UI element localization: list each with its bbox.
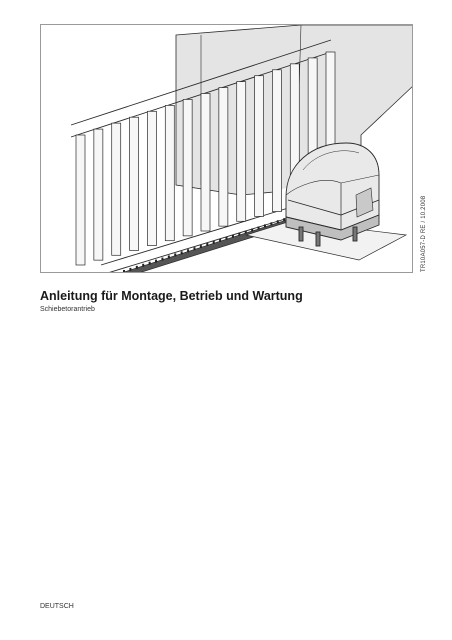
rack-tooth bbox=[258, 226, 260, 229]
rack-tooth bbox=[238, 233, 240, 236]
gate-bar bbox=[255, 76, 264, 217]
rack-tooth bbox=[168, 255, 170, 258]
page-title: Anleitung für Montage, Betrieb und Wartung bbox=[40, 289, 303, 303]
rack-tooth bbox=[193, 247, 195, 250]
rack-tooth bbox=[129, 268, 131, 271]
gate-bar bbox=[147, 111, 156, 245]
rack-tooth bbox=[200, 245, 202, 248]
rack-tooth bbox=[149, 262, 151, 265]
gate-bar bbox=[165, 105, 174, 240]
rack-tooth bbox=[277, 220, 279, 223]
rack-tooth bbox=[264, 224, 266, 227]
rack-tooth bbox=[142, 264, 144, 267]
rack-tooth bbox=[123, 270, 125, 273]
rack-tooth bbox=[174, 253, 176, 256]
gate-bar bbox=[237, 82, 246, 222]
gate-bar bbox=[130, 117, 139, 250]
rack-tooth bbox=[155, 260, 157, 263]
rack-tooth bbox=[219, 239, 221, 242]
gate-bar bbox=[219, 88, 228, 227]
rack-tooth bbox=[245, 231, 247, 234]
page-subtitle: Schiebetorantrieb bbox=[40, 306, 95, 313]
gate-bar bbox=[272, 70, 281, 212]
rack-tooth bbox=[283, 218, 285, 221]
sliding-gate-operator-icon bbox=[41, 25, 413, 273]
rack-tooth bbox=[226, 237, 228, 240]
gate-bar bbox=[94, 129, 103, 260]
gate-bar bbox=[183, 99, 192, 235]
gate-bar bbox=[76, 135, 85, 265]
rack-tooth bbox=[213, 241, 215, 244]
gate-operator-illustration bbox=[40, 24, 413, 273]
gate-bar bbox=[201, 94, 210, 232]
rack-tooth bbox=[251, 229, 253, 232]
document-code: TR10A057-D RE / 10.2008 bbox=[421, 195, 427, 272]
rack-tooth bbox=[136, 266, 138, 269]
rack-tooth bbox=[187, 249, 189, 252]
rack-tooth bbox=[232, 235, 234, 238]
language-label: DEUTSCH bbox=[40, 603, 74, 610]
rack-tooth bbox=[206, 243, 208, 246]
rack-tooth bbox=[181, 251, 183, 254]
rack-tooth bbox=[270, 222, 272, 225]
rack-tooth bbox=[161, 258, 163, 261]
gate-bar bbox=[112, 123, 121, 255]
